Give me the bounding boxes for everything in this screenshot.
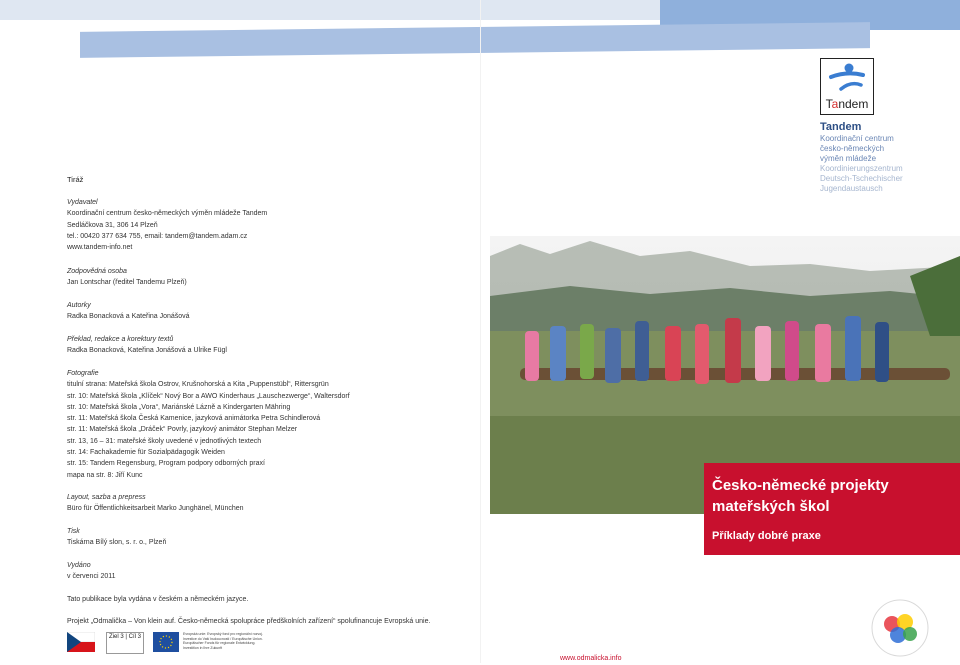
- cover-title-line: Česko-německé projekty: [712, 477, 889, 494]
- odmalicka-seal-logo: [860, 590, 940, 660]
- cover-subtitle: Příklady dobré praxe: [712, 530, 821, 542]
- photos-line: titulní strana: Mateřská škola Ostrov, Krušnohorská a Kita „Puppenstübl“, Rittersgrün: [67, 381, 329, 389]
- eu-flag-logo: [153, 632, 179, 652]
- cover-title-box: [704, 463, 960, 555]
- cover-title-line: mateřských škol: [712, 498, 830, 515]
- publication-note: Tato publikace byla vydána v českém a německém jazyce.: [67, 596, 249, 603]
- photos-line: str. 11: Mateřská škola Česká Kamenice, jazyková animátorka Petra Schindlerová: [67, 415, 321, 423]
- publisher-heading: Vydavatel: [67, 199, 98, 206]
- ziel3-text: Ziel 3 | Cíl 3: [109, 634, 141, 640]
- tandem-address: [820, 122, 950, 194]
- photos-block: [67, 368, 447, 481]
- photos-line: str. 15: Tandem Regensburg, Program podpory odborných praxí: [67, 460, 265, 468]
- cover-title: [712, 475, 889, 517]
- project-url[interactable]: www.odmalicka.info: [560, 655, 622, 662]
- imprint-title: Tiráž: [67, 175, 84, 184]
- publisher-line: www.tandem-info.net: [67, 244, 133, 252]
- ziel3-logo: [106, 632, 144, 654]
- authors-block: [67, 300, 447, 323]
- photos-line: str. 10: Mateřská škola „Vora“, Mariánské Lázně a Kindergarten Mähring: [67, 403, 291, 411]
- publisher-line: Koordinační centrum česko-německých výměn mládeže Tandem: [67, 210, 268, 218]
- czech-flag-logo: [67, 632, 95, 652]
- tandem-name: Tandem: [820, 121, 862, 133]
- top-stripe-blue: [80, 22, 870, 58]
- authors-line: Radka Bonacková a Kateřina Jonášová: [67, 313, 190, 321]
- responsible-block: [67, 266, 447, 289]
- tandem-logo-text: Tandem: [825, 97, 869, 111]
- eu-fund-text: Evropská unie: Evropský fond pro regionální rozvoj. Investice do Vaší budoucnosti / Europäische Union. Europäischer Fonds für regionale Entwicklung. Investition in Ihre Zukunft: [183, 632, 263, 650]
- tandem-logo: [820, 58, 874, 115]
- translation-line: Radka Bonacková, Kateřina Jonášová a Ulrike Fügl: [67, 347, 227, 355]
- layout-block: [67, 492, 447, 515]
- tandem-de-line: Deutsch-Tschechischer: [820, 174, 903, 183]
- photos-line: str. 11: Mateřská škola „Dráček“ Povrly, jazykový animátor Stephan Melzer: [67, 426, 298, 434]
- photos-line: str. 10: Mateřská škola „Klíček“ Nový Bor a AWO Kinderhaus „Lauschezwerge“, Waltersdorf: [67, 392, 350, 400]
- publisher-line: tel.: 00420 377 634 755, email: tandem@tandem.adam.cz: [67, 232, 248, 240]
- photos-line: mapa na str. 8: Jiří Kunc: [67, 471, 143, 479]
- issued-line: v červenci 2011: [67, 573, 116, 581]
- tandem-de-line: Koordinierungszentrum: [820, 164, 903, 173]
- translation-heading: Překlad, redakce a korektury textů: [67, 336, 174, 343]
- photos-line: str. 14: Fachakademie für Sozialpädagogik Weiden: [67, 449, 225, 457]
- issued-heading: Vydáno: [67, 562, 91, 569]
- responsible-line: Jan Lontschar (ředitel Tandemu Plzeň): [67, 279, 187, 287]
- print-line: Tiskárna Bílý slon, s. r. o., Plzeň: [67, 539, 167, 547]
- print-block: [67, 526, 447, 549]
- print-heading: Tisk: [67, 528, 80, 535]
- authors-heading: Autorky: [67, 302, 91, 309]
- tandem-de-line: Jugendaustausch: [820, 184, 883, 193]
- publisher-line: Sedláčkova 31, 306 14 Plzeň: [67, 221, 158, 229]
- layout-line: Büro für Öffentlichkeitsarbeit Marko Junghänel, München: [67, 505, 244, 513]
- tandem-cz-line: Koordinační centrum: [820, 134, 894, 143]
- tandem-cz-line: česko-německých: [820, 144, 885, 153]
- page-fold-divider: [480, 0, 481, 663]
- publisher-block: [67, 197, 447, 253]
- translation-block: [67, 334, 447, 357]
- photos-heading: Fotografie: [67, 370, 99, 377]
- layout-heading: Layout, sazba a prepress: [67, 494, 146, 501]
- photos-line: str. 13, 16 – 31: mateřské školy uvedené v jednotlivých textech: [67, 437, 262, 445]
- project-note: Projekt „Odmalička – Von klein auf. Česko-německá spolupráce předškolních zařízení“ spolufinancuje Evropská unie.: [67, 618, 431, 625]
- tandem-cz-line: výměn mládeže: [820, 154, 877, 163]
- responsible-heading: Zodpovědná osoba: [67, 268, 127, 275]
- issued-block: [67, 560, 447, 583]
